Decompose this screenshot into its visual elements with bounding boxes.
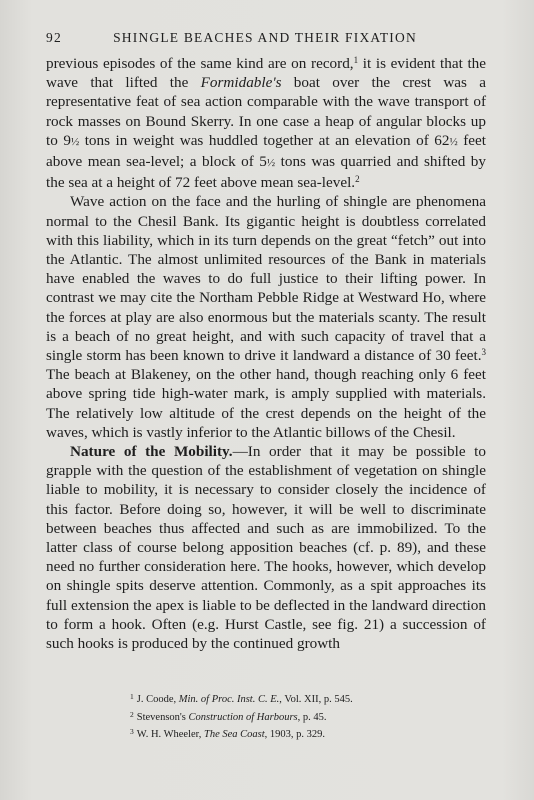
fraction: ½ xyxy=(266,157,276,170)
text-span: it is evident that the wave that lifted the xyxy=(46,55,487,92)
text-span: feet above mean sea-level; a block of 5 xyxy=(46,131,486,171)
footnote-title: The Sea Coast xyxy=(203,729,265,740)
footnote-1 xyxy=(130,690,470,708)
footnote-3 xyxy=(130,725,470,743)
text-span: boat over the crest was a representative feat of sea action comparable with the wave transport of rock masses on Bound Skerry. In one case a heap of angular blocks up to 9 xyxy=(46,74,486,149)
text-span: The beach at Blakeney, on the other hand, though reaching only 6 feet above spring tide high-water mark, is amply supplied with materials. The relatively low altitude of the crest depends on the height of the waves, which is vastly inferior to the Atlantic billows of the Chesil. xyxy=(46,366,486,441)
paragraph-3 xyxy=(46,442,486,653)
footnote-text: W. H. Wheeler, xyxy=(136,729,204,740)
footnote-ref-2: 2 xyxy=(355,174,360,185)
footnotes xyxy=(130,690,470,743)
text-span: Wave action on the face and the hurling of shingle are phenomena normal to the Chesil Bank. Its gigantic height is doubtless correlated with this liability, which in its turn depends on the great “fetch” out into the Atlantic. The almost unlimited resources of the Bank in materials have enabled the waves to do full justice to their lifting power. In contrast we may cite the Northam Pebble Ridge at Westward Ho, where the forces at play are also enormous but the materials scanty. The result is a beach of no great height, and with such capacity of travel that a single storm has been known to drive it landward a distance of 30 feet. xyxy=(46,193,486,365)
section-heading: Nature of the Mobility. xyxy=(70,443,233,461)
text-span: tons in weight was huddled together at an elevation of 62 xyxy=(79,131,450,149)
footnote-2 xyxy=(130,708,470,726)
footnote-text: , p. 45. xyxy=(297,711,327,723)
body-text xyxy=(46,54,486,653)
footnote-text: , Vol. XII, p. 545. xyxy=(279,694,353,705)
footnote-number: 1 xyxy=(130,692,134,701)
footnote-text: Stevenson's xyxy=(136,711,189,723)
text-span: previous episodes of the same kind are on record, xyxy=(46,55,354,72)
ship-name: Formidable's xyxy=(200,74,282,92)
paragraph-1 xyxy=(46,54,486,192)
text-span: —In order that it may be possible to grapple with the question of the establishment of vegetation on shingle liable to mobility, it is necessary to consider closely the incidence of this factor. Before doing so, however, it will be well to discriminate between beaches thus affected and such as are immobilized. To the latter class of course belong apposition beaches (cf. p. 89), and these need no further consideration here. The hooks, however, which develop on shingle spits deserve attention. Commonly, as a spit approaches its full extension the apex is liable to be deflected in the landward direction to form a hook. Often (e.g. Hurst Castle, see fig. 21) a succession of such hooks is produced by the continued growth xyxy=(46,443,486,653)
running-title: SHINGLE BEACHES AND THEIR FIXATION xyxy=(113,30,417,45)
footnote-title: Construction of Harbours xyxy=(188,711,298,723)
footnote-number: 3 xyxy=(130,727,134,736)
paragraph-2 xyxy=(46,192,486,442)
footnote-title: Min. of Proc. Inst. C. E. xyxy=(178,694,280,705)
fraction: ½ xyxy=(449,135,458,148)
footnote-ref-1: 1 xyxy=(353,55,359,65)
text-span: tons was quarried and shifted by the sea at a height of 72 feet above mean sea-level. xyxy=(46,153,486,192)
footnote-number: 2 xyxy=(130,709,134,719)
footnote-ref-3: 3 xyxy=(481,347,486,358)
page-header xyxy=(46,30,484,50)
fraction: ½ xyxy=(70,135,80,148)
footnote-text: J. Coode, xyxy=(136,694,179,705)
page-number: 92 xyxy=(46,30,62,45)
footnote-text: , 1903, p. 329. xyxy=(264,729,326,740)
